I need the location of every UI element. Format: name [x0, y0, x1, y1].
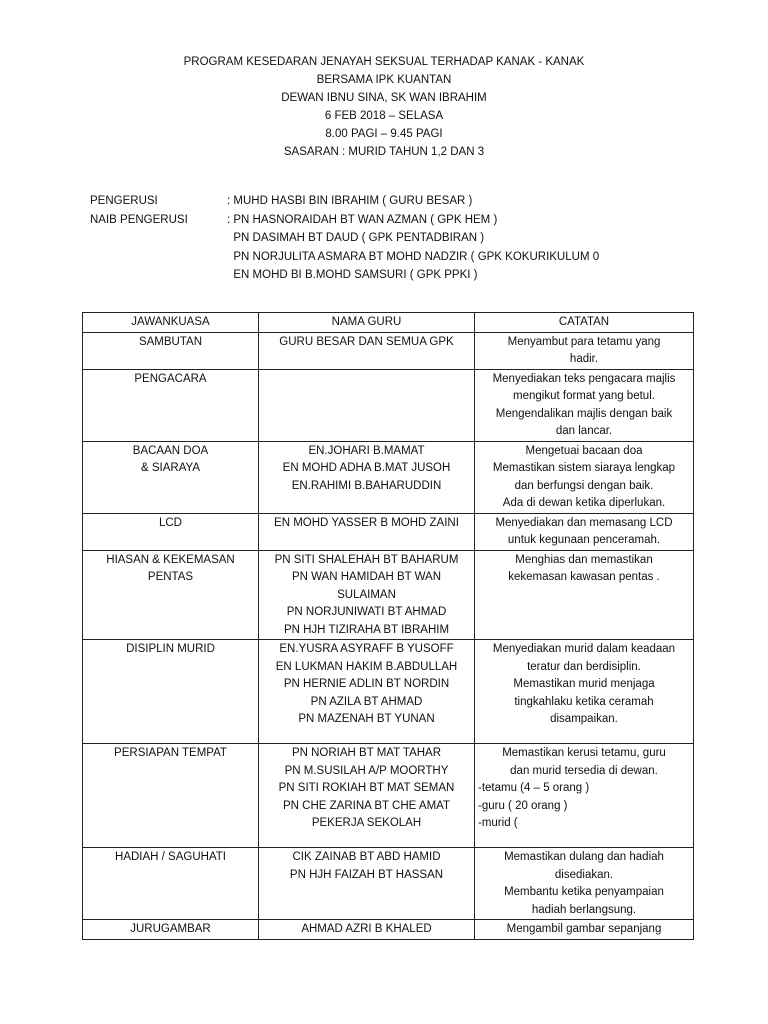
cell-line: HIASAN & KEKEMASAN	[106, 553, 235, 566]
committee-row	[90, 211, 730, 230]
catatan-cell	[475, 744, 694, 848]
header-line: BERSAMA IPK KUANTAN	[316, 74, 452, 86]
cell-line: EN MOHD YASSER B MOHD ZAINI	[274, 516, 459, 529]
cell-line: Menyediakan teks pengacara majlis	[492, 372, 676, 385]
cell-line: Menyediakan dan memasang LCD	[495, 516, 673, 529]
jawankuasa-cell	[83, 550, 259, 640]
cell-line: PN HJH FAIZAH BT HASSAN	[289, 868, 444, 881]
table-header-row	[83, 313, 694, 333]
document-header	[0, 53, 768, 161]
committee-value: EN MOHD BI B.MOHD SAMSURI ( GPK PPKI )	[227, 269, 478, 281]
committee-value: : MUHD HASBI BIN IBRAHIM ( GURU BESAR )	[227, 195, 473, 207]
cell-line: Mengendalikan majlis dengan baik	[495, 407, 673, 420]
cell-line: EN.RAHIMI B.BAHARUDDIN	[291, 479, 442, 492]
jawankuasa-cell	[83, 744, 259, 848]
nama-guru-cell	[259, 744, 475, 848]
committee-list	[90, 192, 730, 285]
table-row	[83, 441, 694, 513]
cell-line: Mengetuai bacaan doa	[525, 444, 643, 457]
cell-line: AHMAD AZRI B KHALED	[301, 923, 432, 935]
cell-line: dan murid tersedia di dewan.	[510, 764, 658, 777]
jawankuasa-cell	[83, 513, 259, 550]
cell-line: EN LUKMAN HAKIM B.ABDULLAH	[275, 660, 458, 673]
catatan-cell	[475, 640, 694, 744]
cell-line: PENTAS	[147, 571, 194, 583]
nama-guru-cell	[259, 332, 475, 369]
nama-guru-cell	[259, 550, 475, 640]
cell-line: Memastikan murid menjaga	[513, 678, 655, 690]
table-row	[83, 848, 694, 920]
cell-line: PN M.SUSILAH A/P MOORTHY	[284, 764, 449, 777]
catatan-cell	[475, 369, 694, 441]
committee-row	[90, 229, 730, 248]
committee-row	[90, 248, 730, 267]
column-header: CATATAN	[475, 313, 694, 333]
cell-line: Menyediakan murid dalam keadaan	[492, 643, 676, 655]
table-row	[83, 920, 694, 940]
cell-line: PENGACARA	[134, 372, 207, 385]
cell-line: hadir.	[569, 353, 599, 365]
cell-line: DISIPLIN MURID	[126, 643, 215, 655]
cell-line: -guru ( 20 orang )	[478, 799, 568, 812]
table-row	[83, 332, 694, 369]
cell-line: PN HJH TIZIRAHA BT IBRAHIM	[283, 623, 450, 636]
cell-line: Ada di dewan ketika diperlukan.	[502, 497, 666, 509]
committee-role: NAIB PENGERUSI	[90, 213, 188, 226]
cell-line: disediakan.	[554, 868, 614, 881]
committee-table	[82, 312, 694, 940]
cell-line: Membantu ketika penyampaian	[504, 886, 664, 898]
cell-line: LCD	[158, 516, 182, 529]
nama-guru-cell	[259, 369, 475, 441]
nama-guru-cell	[259, 848, 475, 920]
jawankuasa-cell	[83, 441, 259, 513]
catatan-cell	[475, 513, 694, 550]
cell-line: Menyambut para tetamu yang	[507, 335, 661, 348]
cell-line: disampaikan.	[550, 713, 618, 725]
nama-guru-cell	[259, 513, 475, 550]
table-row	[83, 640, 694, 744]
committee-row	[90, 192, 730, 211]
cell-line: GURU BESAR DAN SEMUA GPK	[279, 335, 454, 348]
cell-line: Memastikan dulang dan hadiah	[504, 851, 664, 863]
catatan-cell	[475, 550, 694, 640]
cell-line: PN HERNIE ADLIN BT NORDIN	[283, 678, 450, 690]
column-header: JAWANKUASA	[83, 313, 259, 333]
cell-line: PN MAZENAH BT YUNAN	[298, 713, 435, 725]
nama-guru-cell	[259, 920, 475, 940]
catatan-cell	[475, 920, 694, 940]
cell-line: mengikut format yang betul.	[513, 390, 655, 402]
committee-role: PENGERUSI	[90, 195, 158, 207]
cell-line: -murid (	[478, 817, 518, 829]
jawankuasa-cell	[83, 920, 259, 940]
cell-line: Menghias dan memastikan	[515, 553, 653, 566]
cell-line: & SIARAYA	[140, 462, 200, 474]
committee-role	[90, 266, 227, 285]
committee-role	[90, 248, 227, 267]
nama-guru-cell	[259, 441, 475, 513]
cell-line: PN CHE ZARINA BT CHE AMAT	[283, 799, 450, 812]
table-row	[83, 550, 694, 640]
cell-line: BACAAN DOA	[132, 444, 209, 457]
committee-value: PN NORJULITA ASMARA BT MOHD NADZIR ( GPK KOKURIKULUM 0	[227, 250, 600, 263]
cell-line: CIK ZAINAB BT ABD HAMID	[292, 851, 441, 863]
cell-line: PN NORJUNIWATI BT AHMAD	[286, 606, 447, 618]
cell-line: tingkahlaku ketika ceramah	[514, 695, 654, 708]
catatan-cell	[475, 441, 694, 513]
jawankuasa-cell	[83, 369, 259, 441]
cell-line: Memastikan kerusi tetamu, guru	[502, 747, 666, 759]
table-row	[83, 369, 694, 441]
nama-guru-cell	[259, 640, 475, 744]
committee-value: : PN HASNORAIDAH BT WAN AZMAN ( GPK HEM )	[227, 213, 498, 226]
committee-row	[90, 266, 730, 285]
cell-line: JURUGAMBAR	[130, 923, 211, 935]
jawankuasa-cell	[83, 640, 259, 744]
cell-line: PN NORIAH BT MAT TAHAR	[291, 747, 442, 759]
catatan-cell	[475, 332, 694, 369]
cell-line: EN MOHD ADHA B.MAT JUSOH	[282, 462, 451, 474]
cell-line: -tetamu (4 – 5 orang )	[478, 782, 590, 794]
committee-value: PN DASIMAH BT DAUD ( GPK PENTADBIRAN )	[227, 232, 485, 244]
cell-line: PN SITI SHALEHAH BT BAHARUM	[274, 553, 459, 566]
column-header: NAMA GURU	[259, 313, 475, 333]
cell-line: untuk kegunaan penceramah.	[507, 534, 661, 546]
cell-line: Mengambil gambar sepanjang	[506, 923, 662, 935]
header-line: SASARAN : MURID TAHUN 1,2 DAN 3	[283, 146, 485, 158]
cell-line: SAMBUTAN	[138, 335, 203, 348]
cell-line: kekemasan kawasan pentas .	[508, 571, 660, 583]
header-line: DEWAN IBNU SINA, SK WAN IBRAHIM	[281, 92, 487, 104]
table-row	[83, 744, 694, 848]
cell-line: PERSIAPAN TEMPAT	[114, 747, 227, 759]
cell-line: PN WAN HAMIDAH BT WAN SULAIMAN	[291, 571, 442, 601]
cell-line: EN.YUSRA ASYRAFF B YUSOFF	[279, 643, 454, 655]
cell-line: Memastikan sistem siaraya lengkap	[492, 462, 676, 474]
jawankuasa-cell	[83, 332, 259, 369]
cell-line: dan berfungsi dengan baik.	[514, 479, 654, 492]
table-row	[83, 513, 694, 550]
cell-line: PN SITI ROKIAH BT MAT SEMAN	[278, 782, 455, 794]
cell-line: PEKERJA SEKOLAH	[311, 817, 422, 829]
cell-line: EN.JOHARI B.MAMAT	[308, 444, 425, 457]
header-line: PROGRAM KESEDARAN JENAYAH SEKSUAL TERHADAP KANAK - KANAK	[183, 56, 585, 68]
catatan-cell	[475, 848, 694, 920]
cell-line: teratur dan berdisiplin.	[527, 660, 641, 673]
cell-line: HADIAH / SAGUHATI	[115, 851, 226, 863]
jawankuasa-cell	[83, 848, 259, 920]
header-line: 6 FEB 2018 – SELASA	[324, 110, 444, 122]
header-line: 8.00 PAGI – 9.45 PAGI	[325, 128, 443, 140]
committee-role	[90, 229, 227, 248]
cell-line: hadiah berlangsung.	[531, 903, 637, 916]
cell-line: dan lancar.	[555, 425, 613, 437]
cell-line: PN AZILA BT AHMAD	[310, 695, 423, 708]
